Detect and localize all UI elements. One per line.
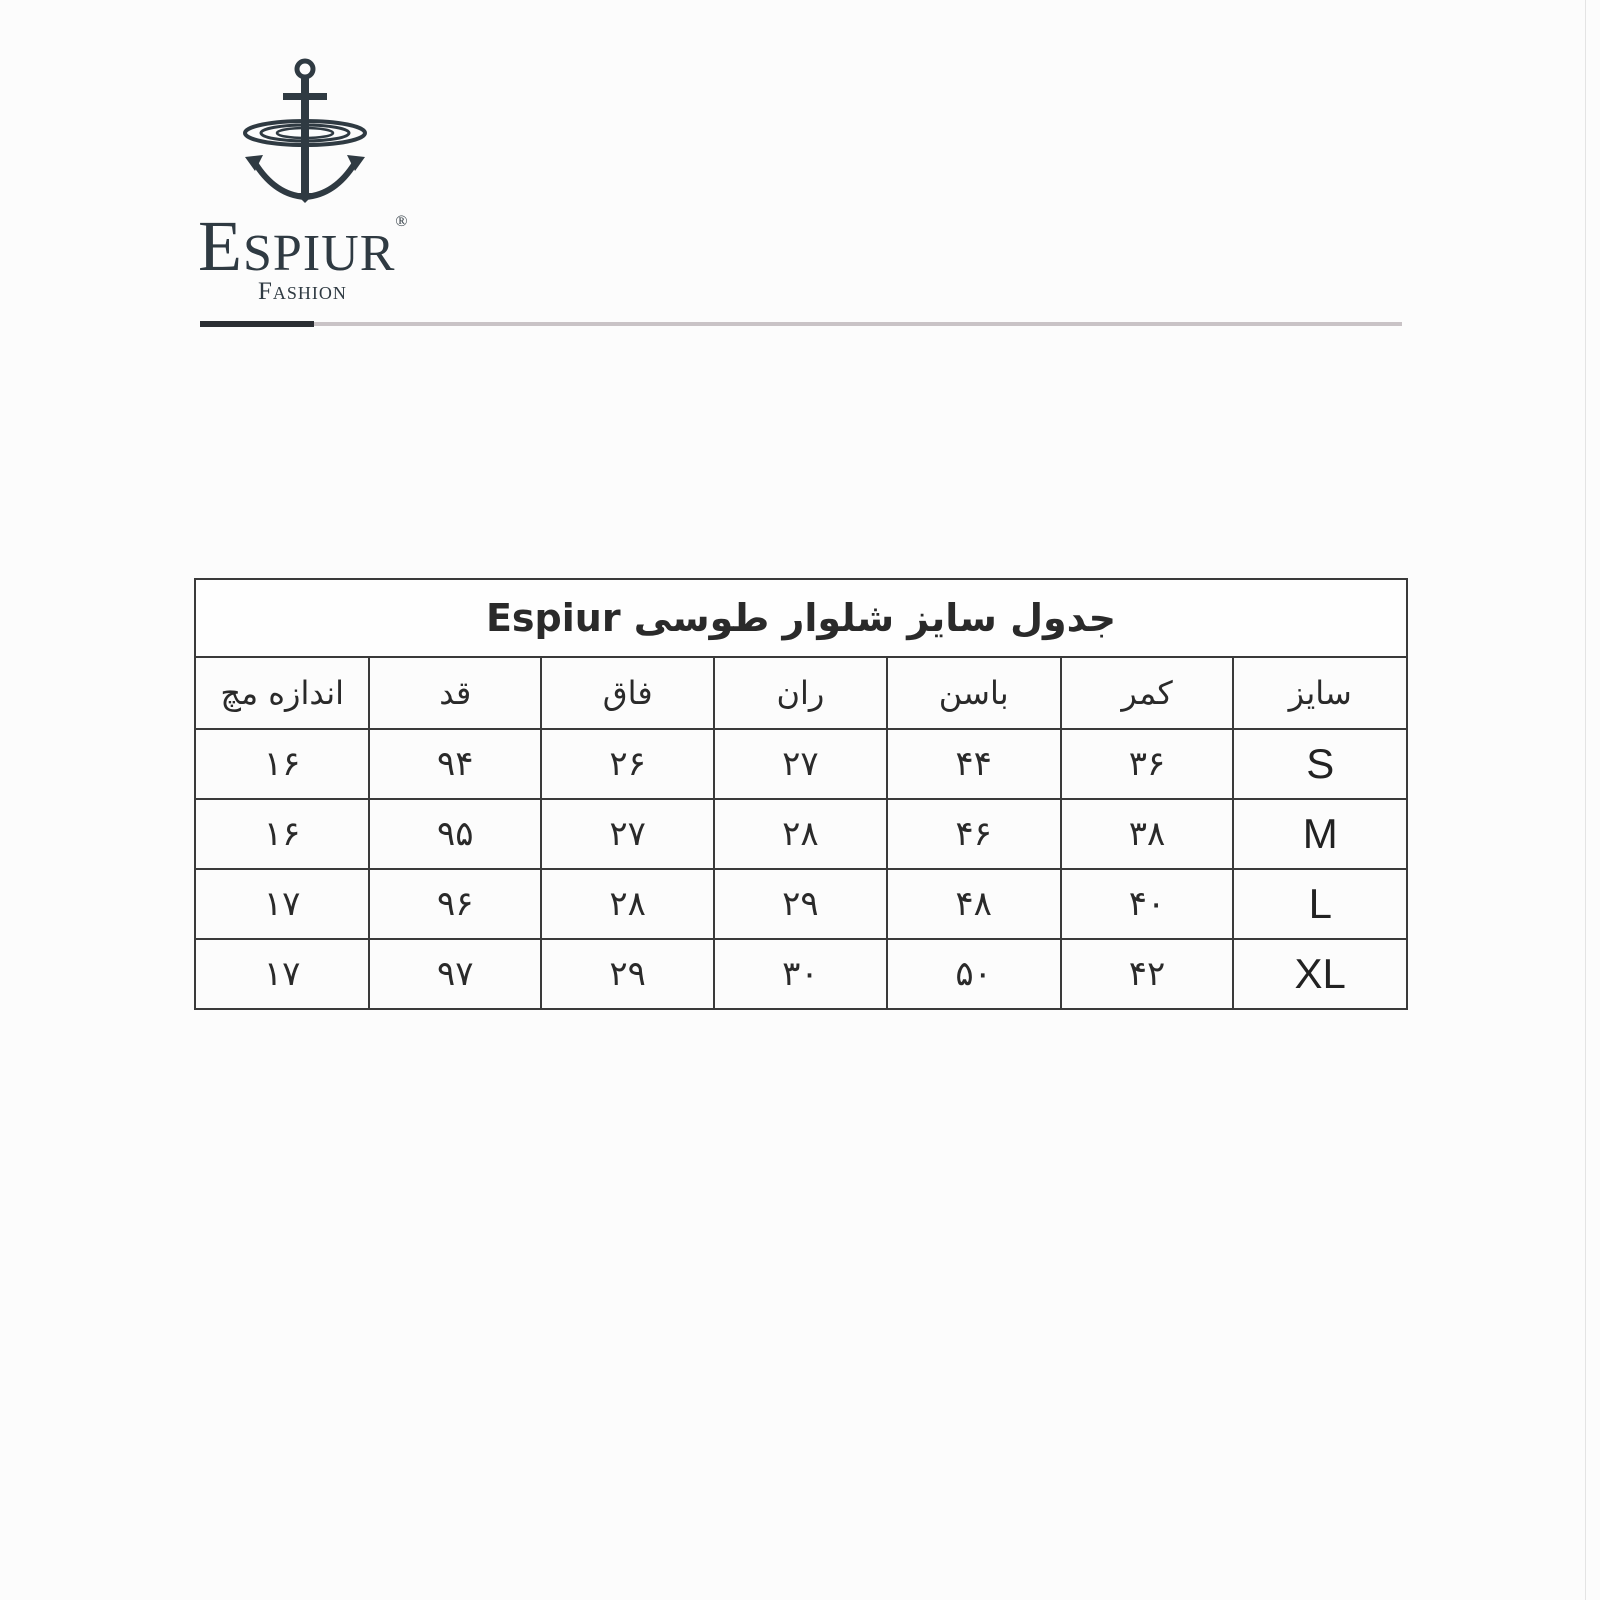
header-row [195,657,1407,729]
cell-hip: ۵۰ [887,939,1061,1009]
title-row [195,579,1407,657]
cell-thigh: ۲۸ [714,799,887,869]
header-waist: کمر [1061,657,1234,729]
cell-waist: ۳۸ [1061,799,1234,869]
brand-initial: E [198,206,243,286]
cell-size: M [1233,799,1407,869]
cell-thigh: ۲۷ [714,729,887,799]
cell-ankle: ۱۷ [195,869,369,939]
brand-rest: SPIUR [242,225,396,282]
table-title: جدول سایز شلوار طوسی Espiur [195,579,1407,657]
cell-length: ۹۴ [369,729,541,799]
subtitle-rest: ASHION [272,283,347,303]
cell-ankle: ۱۷ [195,939,369,1009]
espiur-logo [190,55,440,315]
header-rule [200,322,1402,326]
cell-rise: ۲۹ [541,939,714,1009]
cell-hip: ۴۴ [887,729,1061,799]
cell-size: S [1233,729,1407,799]
cell-length: ۹۵ [369,799,541,869]
page-edge-divider [1585,0,1586,1600]
cell-rise: ۲۶ [541,729,714,799]
cell-waist: ۴۰ [1061,869,1234,939]
cell-waist: ۴۲ [1061,939,1234,1009]
cell-hip: ۴۸ [887,869,1061,939]
cell-rise: ۲۸ [541,869,714,939]
table-row [195,939,1407,1009]
header-length: قد [369,657,541,729]
cell-hip: ۴۶ [887,799,1061,869]
header-ankle: اندازه مچ [195,657,369,729]
cell-length: ۹۶ [369,869,541,939]
cell-thigh: ۲۹ [714,869,887,939]
header-size: سایز [1233,657,1407,729]
header-rise: فاق [541,657,714,729]
registered-mark: ® [395,213,409,230]
header-hip: باسن [887,657,1061,729]
subtitle-initial: F [258,278,273,305]
table-row [195,729,1407,799]
cell-size: L [1233,869,1407,939]
cell-ankle: ۱۶ [195,729,369,799]
cell-thigh: ۳۰ [714,939,887,1009]
cell-length: ۹۷ [369,939,541,1009]
cell-rise: ۲۷ [541,799,714,869]
header-thigh: ران [714,657,887,729]
header-rule-accent [200,321,314,327]
brand-name [198,206,409,286]
cell-size: XL [1233,939,1407,1009]
size-table [194,578,1408,1010]
cell-ankle: ۱۶ [195,799,369,869]
table-row [195,799,1407,869]
anchor-icon [235,55,375,205]
table-row [195,869,1407,939]
brand-subtitle [258,278,347,306]
cell-waist: ۳۶ [1061,729,1234,799]
